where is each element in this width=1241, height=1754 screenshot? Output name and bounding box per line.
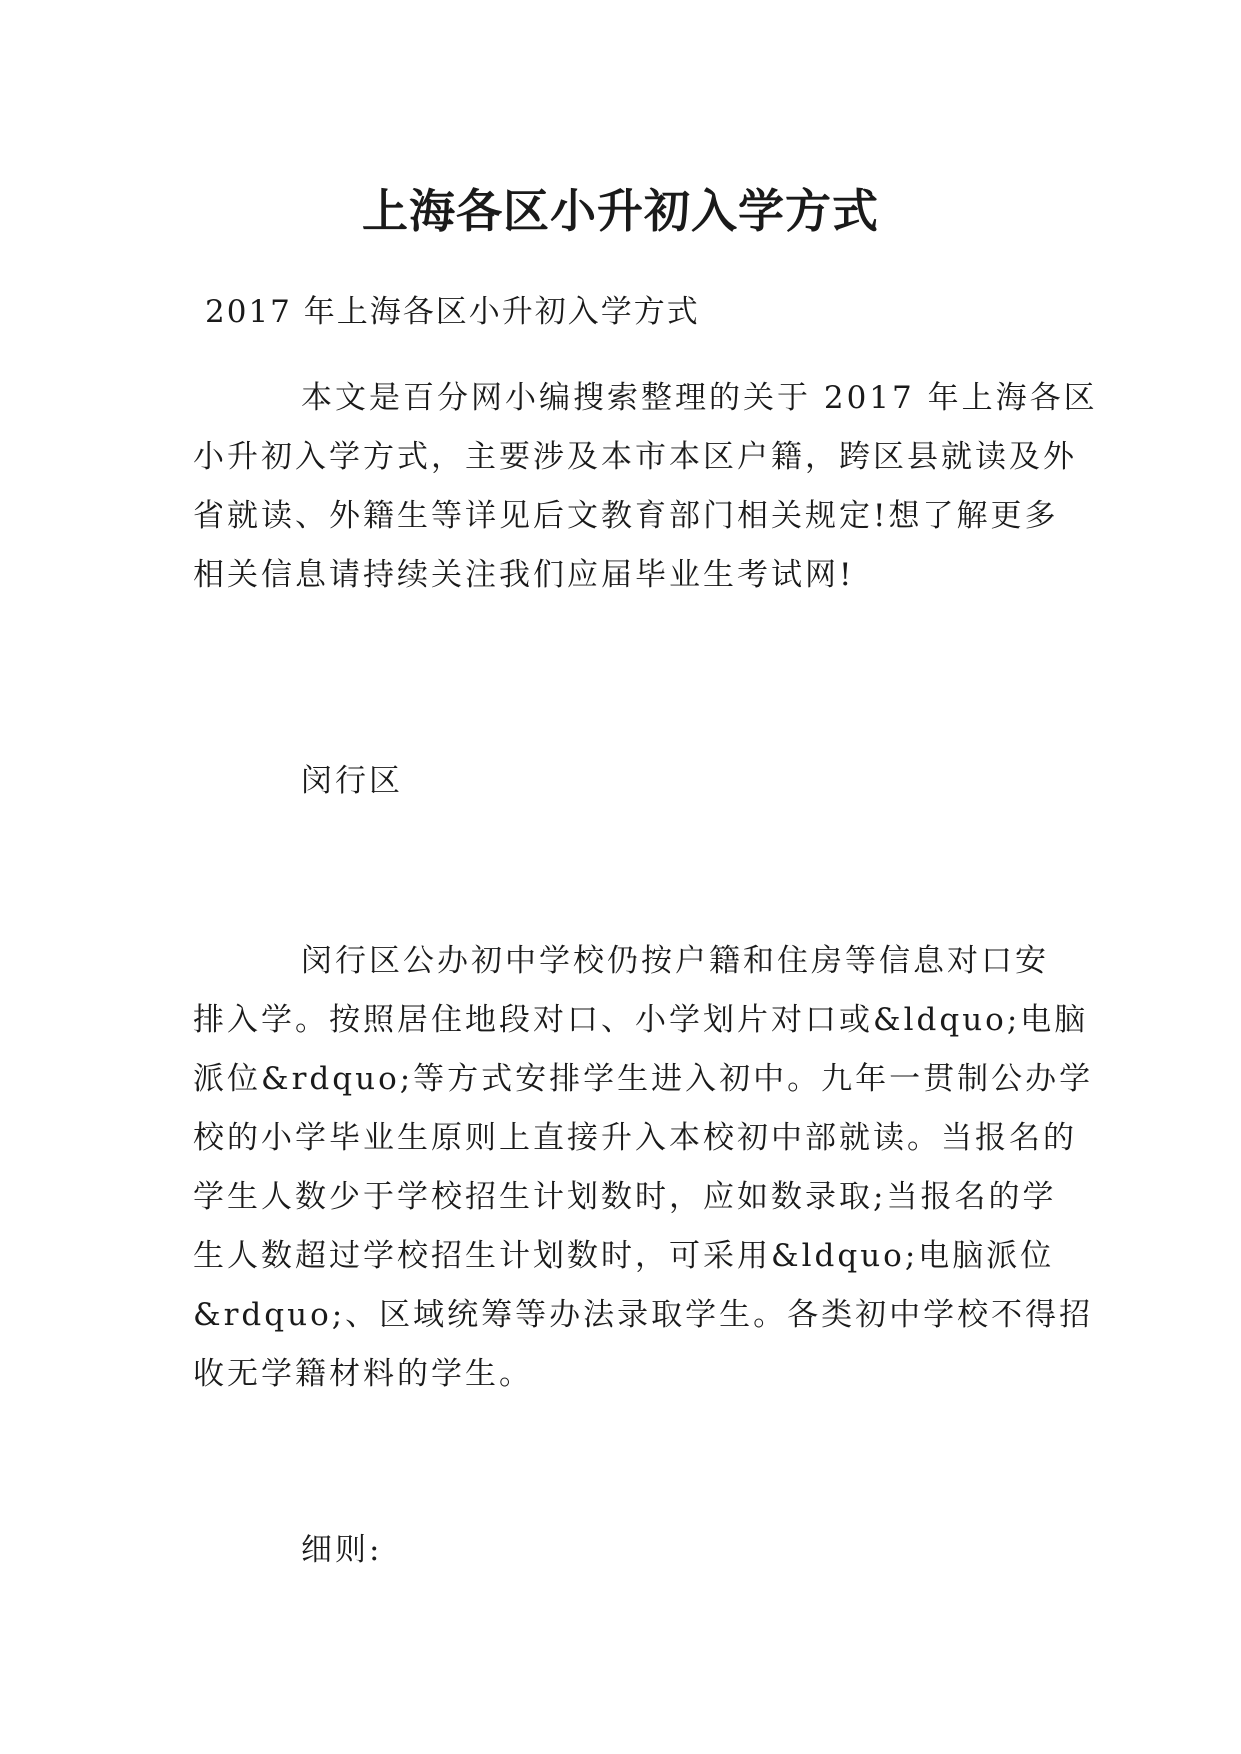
minhang-line: 派位&rdquo;等方式安排学生进入初中。九年一贯制公办学: [193, 1061, 1094, 1097]
intro-line: 相关信息请持续关注我们应届毕业生考试网!: [193, 557, 855, 593]
intro-line: 省就读、外籍生等详见后文教育部门相关规定!想了解更多: [193, 498, 1059, 534]
document-subtitle: 2017 年上海各区小升初入学方式: [205, 294, 700, 330]
document-title: 上海各区小升初入学方式: [362, 183, 879, 238]
minhang-line: 学生人数少于学校招生计划数时，应如数录取;当报名的学: [193, 1179, 1057, 1215]
minhang-line: 闵行区公办初中学校仍按户籍和住房等信息对口安: [301, 943, 1049, 979]
minhang-line: 收无学籍材料的学生。: [193, 1356, 533, 1392]
minhang-line: 校的小学毕业生原则上直接升入本校初中部就读。当报名的: [193, 1120, 1077, 1156]
section-heading-minhang: 闵行区: [301, 763, 403, 799]
minhang-line: 排入学。按照居住地段对口、小学划片对口或&ldquo;电脑: [193, 1002, 1089, 1038]
intro-line: 小升初入学方式，主要涉及本市本区户籍，跨区县就读及外: [193, 439, 1077, 475]
minhang-line: 生人数超过学校招生计划数时，可采用&ldquo;电脑派位: [193, 1238, 1055, 1274]
intro-line: 本文是百分网小编搜索整理的关于 2017 年上海各区: [301, 380, 1098, 416]
intro-paragraph: [193, 369, 1098, 605]
minhang-line: &rdquo;、区域统筹等办法录取学生。各类初中学校不得招: [193, 1297, 1094, 1333]
minhang-paragraph: [193, 932, 1094, 1404]
detail-heading: 细则:: [301, 1532, 383, 1568]
